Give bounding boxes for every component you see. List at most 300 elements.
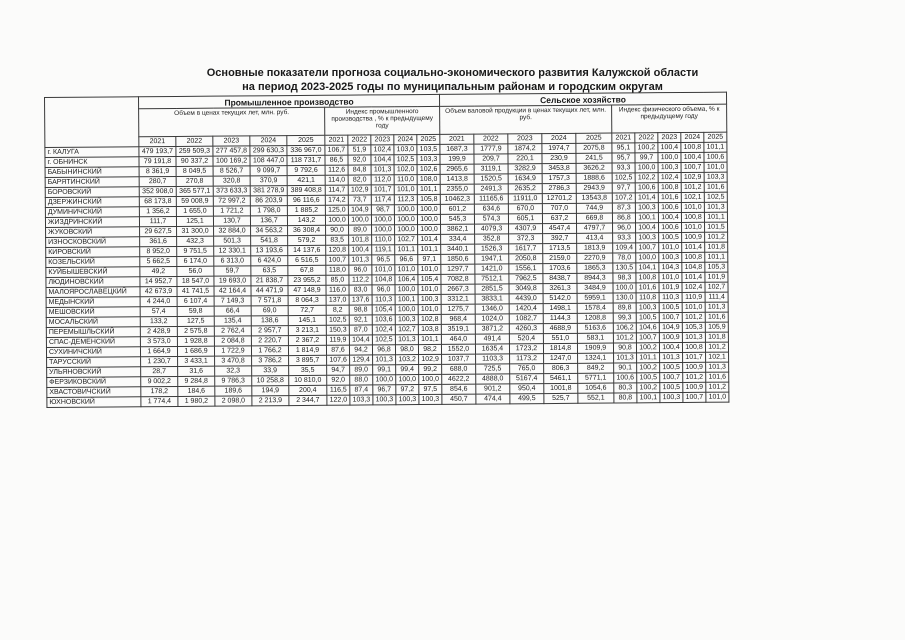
value-cell: 100,8 bbox=[682, 252, 705, 262]
value-cell: 1713,5 bbox=[543, 243, 577, 253]
value-cell: 100,0 bbox=[372, 225, 395, 235]
value-cell: 122,0 bbox=[327, 395, 350, 405]
value-cell: 19 693,0 bbox=[214, 276, 251, 286]
value-cell: 100,7 bbox=[636, 243, 659, 253]
value-cell: 1850,6 bbox=[441, 254, 475, 264]
value-cell: 101,2 bbox=[705, 342, 728, 352]
value-cell: 104,6 bbox=[636, 323, 659, 333]
value-cell: 100,4 bbox=[681, 152, 704, 162]
value-cell: 336 967,0 bbox=[287, 145, 325, 155]
value-cell: 96,0 bbox=[372, 285, 395, 295]
value-cell: 100,0 bbox=[395, 285, 418, 295]
value-cell: 100,0 bbox=[371, 215, 394, 225]
value-cell: 101,1 bbox=[418, 334, 441, 344]
value-cell: 32,3 bbox=[215, 366, 252, 376]
value-cell: 1 814,9 bbox=[288, 345, 326, 355]
value-cell: 334,4 bbox=[441, 234, 475, 244]
value-cell: 259 509,3 bbox=[176, 146, 213, 156]
value-cell: 1082,7 bbox=[509, 314, 543, 324]
value-cell: 104,8 bbox=[372, 275, 395, 285]
value-cell: 1552,0 bbox=[441, 344, 475, 354]
year-header-cell: 2025 bbox=[417, 134, 440, 144]
value-cell: 1 774,4 bbox=[141, 396, 178, 406]
value-cell: 51,9 bbox=[348, 145, 371, 155]
value-cell: 100,5 bbox=[636, 313, 659, 323]
value-cell: 102,4 bbox=[372, 325, 395, 335]
value-cell: 2050,8 bbox=[509, 254, 543, 264]
value-cell: 520,4 bbox=[509, 334, 543, 344]
value-cell: 5167,4 bbox=[510, 374, 544, 384]
value-cell: 110,0 bbox=[394, 175, 417, 185]
value-cell: 1 798,0 bbox=[250, 206, 287, 216]
value-cell: 1324,1 bbox=[578, 353, 614, 363]
value-cell: 8 049,5 bbox=[176, 166, 213, 176]
value-cell: 105,9 bbox=[705, 322, 728, 332]
value-cell: 100,9 bbox=[682, 232, 705, 242]
region-name-cell: ЛЮДИНОВСКИЙ bbox=[46, 277, 140, 288]
value-cell: 464,0 bbox=[441, 334, 475, 344]
value-cell: 100,0 bbox=[613, 283, 636, 293]
value-cell: 101,2 bbox=[613, 333, 636, 343]
value-cell: 104,8 bbox=[682, 262, 705, 272]
value-cell: 7512,1 bbox=[475, 274, 509, 284]
value-cell: 101,6 bbox=[705, 312, 728, 322]
value-cell: 99,7 bbox=[635, 153, 658, 163]
value-cell: 103,3 bbox=[417, 154, 440, 164]
value-cell: 605,1 bbox=[508, 214, 542, 224]
value-cell: 101,3 bbox=[349, 255, 372, 265]
value-cell: 94,2 bbox=[349, 345, 372, 355]
value-cell: 104,4 bbox=[349, 335, 372, 345]
year-header-cell: 2024 bbox=[394, 135, 417, 145]
region-name-cell: МЕШОВСКИЙ bbox=[46, 307, 140, 318]
value-cell: 101,2 bbox=[682, 312, 705, 322]
value-cell: 100,8 bbox=[658, 182, 681, 192]
value-cell: 92,0 bbox=[348, 155, 371, 165]
region-name-cell: ПЕРЕМЫШЛЬСКИЙ bbox=[46, 327, 140, 338]
value-cell: 174,2 bbox=[325, 195, 348, 205]
value-cell: 4688,9 bbox=[543, 323, 577, 333]
value-cell: 101,0 bbox=[418, 304, 441, 314]
value-cell: 59 008,9 bbox=[176, 196, 213, 206]
year-header-cell: 2023 bbox=[508, 134, 542, 144]
value-cell: 1556,1 bbox=[509, 264, 543, 274]
value-cell: 67,8 bbox=[288, 265, 326, 275]
value-cell: 10 810,0 bbox=[289, 375, 327, 385]
value-cell: 125,0 bbox=[325, 205, 348, 215]
value-cell: 2965,6 bbox=[440, 164, 474, 174]
region-name-cell: БОРОВСКИЙ bbox=[45, 187, 139, 198]
region-name-cell: СПАС-ДЕМЕНСКИЙ bbox=[46, 337, 140, 348]
value-cell: 2 762,4 bbox=[214, 326, 251, 336]
value-cell: 103,3 bbox=[350, 395, 373, 405]
value-cell: 100,0 bbox=[419, 374, 442, 384]
value-cell: 98,2 bbox=[418, 344, 441, 354]
value-cell: 102,5 bbox=[612, 173, 635, 183]
value-cell: 101,6 bbox=[706, 372, 729, 382]
value-cell: 270,8 bbox=[176, 176, 213, 186]
value-cell: 73,7 bbox=[348, 195, 371, 205]
value-cell: 28,7 bbox=[141, 366, 178, 376]
value-cell: 100,0 bbox=[348, 215, 371, 225]
value-cell: 97,7 bbox=[612, 183, 635, 193]
value-cell: 14 137,6 bbox=[288, 245, 326, 255]
value-cell: 101,1 bbox=[417, 184, 440, 194]
value-cell: 7962,5 bbox=[509, 274, 543, 284]
value-cell: 104,9 bbox=[659, 322, 682, 332]
value-cell: 80,3 bbox=[614, 383, 637, 393]
value-cell: 100,4 bbox=[349, 245, 372, 255]
region-name-cell: ИЗНОСКОВСКИЙ bbox=[46, 237, 140, 248]
value-cell: 100,0 bbox=[395, 305, 418, 315]
value-cell: 130,5 bbox=[613, 263, 636, 273]
value-cell: 6 174,0 bbox=[177, 256, 214, 266]
value-cell: 3626,2 bbox=[576, 163, 612, 173]
region-name-cell: БАБЫНИНСКИЙ bbox=[45, 167, 139, 178]
value-cell: 2 575,8 bbox=[177, 326, 214, 336]
value-cell: 102,5 bbox=[372, 335, 395, 345]
value-cell: 1 686,9 bbox=[177, 346, 214, 356]
value-cell: 3833,1 bbox=[475, 294, 509, 304]
value-cell: 145,1 bbox=[288, 315, 326, 325]
value-cell: 3 786,2 bbox=[252, 356, 289, 366]
value-cell: 2 213,9 bbox=[252, 396, 289, 406]
value-cell: 525,7 bbox=[544, 393, 578, 403]
value-cell: 127,5 bbox=[177, 316, 214, 326]
year-header-cell: 2023 bbox=[213, 136, 250, 146]
value-cell: 84,8 bbox=[348, 165, 371, 175]
value-cell: 101,4 bbox=[682, 242, 705, 252]
value-cell: 189,6 bbox=[215, 386, 252, 396]
forecast-table bbox=[44, 92, 729, 408]
value-cell: 479 193,7 bbox=[139, 146, 176, 156]
value-cell: 103,6 bbox=[372, 315, 395, 325]
value-cell: 100,4 bbox=[636, 223, 659, 233]
value-cell: 209,7 bbox=[474, 154, 508, 164]
value-cell: 42 164,4 bbox=[214, 286, 251, 296]
value-cell: 117,4 bbox=[371, 195, 394, 205]
value-cell: 8 952,0 bbox=[140, 246, 177, 256]
value-cell: 138,6 bbox=[251, 316, 288, 326]
value-cell: 101,0 bbox=[418, 284, 441, 294]
value-cell: 101,1 bbox=[704, 142, 727, 152]
value-cell: 112,0 bbox=[371, 175, 394, 185]
value-cell: 9 099,7 bbox=[250, 166, 287, 176]
value-cell: 352,8 bbox=[475, 234, 509, 244]
value-cell: 100,9 bbox=[683, 382, 706, 392]
value-cell: 8 526,7 bbox=[213, 166, 250, 176]
value-cell: 854,6 bbox=[442, 384, 476, 394]
value-cell: 103,8 bbox=[418, 324, 441, 334]
value-cell: 220,1 bbox=[508, 154, 542, 164]
value-cell: 373 633,3 bbox=[213, 186, 250, 196]
value-cell: 32 884,0 bbox=[214, 226, 251, 236]
value-cell: 100,5 bbox=[660, 362, 683, 372]
value-cell: 100,7 bbox=[326, 255, 349, 265]
value-cell: 6 424,0 bbox=[251, 256, 288, 266]
value-cell: 105,3 bbox=[682, 322, 705, 332]
value-cell: 1 356,2 bbox=[139, 206, 176, 216]
year-header-cell: 2025 bbox=[576, 133, 612, 143]
value-cell: 119,1 bbox=[372, 245, 395, 255]
value-cell: 110,8 bbox=[636, 293, 659, 303]
value-cell: 352 908,0 bbox=[139, 186, 176, 196]
value-cell: 21 838,7 bbox=[251, 276, 288, 286]
industry-index-header: Индекс промышленного производства , % к предыдущему году bbox=[325, 106, 440, 135]
value-cell: 101,3 bbox=[705, 302, 728, 312]
value-cell: 94,7 bbox=[327, 365, 350, 375]
value-cell: 129,4 bbox=[350, 355, 373, 365]
value-cell: 100,0 bbox=[394, 215, 417, 225]
value-cell: 86,8 bbox=[612, 213, 635, 223]
value-cell: 101,8 bbox=[705, 242, 728, 252]
value-cell: 101,0 bbox=[659, 242, 682, 252]
region-name-cell: КОЗЕЛЬСКИЙ bbox=[46, 257, 140, 268]
value-cell: 100,1 bbox=[395, 295, 418, 305]
value-cell: 2 367,2 bbox=[288, 335, 326, 345]
value-cell: 79 191,8 bbox=[139, 156, 176, 166]
value-cell: 100 169,2 bbox=[213, 156, 250, 166]
value-cell: 102,4 bbox=[371, 145, 394, 155]
value-cell: 950,4 bbox=[510, 384, 544, 394]
value-cell: 133,2 bbox=[140, 316, 177, 326]
value-cell: 2 084,8 bbox=[214, 336, 251, 346]
value-cell: 96,5 bbox=[372, 255, 395, 265]
value-cell: 3282,9 bbox=[508, 164, 542, 174]
value-cell: 59,8 bbox=[177, 306, 214, 316]
value-cell: 11911,0 bbox=[508, 194, 542, 204]
value-cell: 4 244,0 bbox=[140, 296, 177, 306]
agriculture-group-header: Сельское хозяйство bbox=[439, 92, 726, 106]
value-cell: 100,9 bbox=[683, 362, 706, 372]
value-cell: 1144,3 bbox=[543, 313, 577, 323]
value-cell: 806,3 bbox=[544, 363, 578, 373]
value-cell: 35,5 bbox=[289, 365, 327, 375]
value-cell: 432,3 bbox=[177, 236, 214, 246]
value-cell: 2 220,7 bbox=[251, 336, 288, 346]
value-cell: 1024,0 bbox=[475, 314, 509, 324]
value-cell: 101,7 bbox=[683, 352, 706, 362]
value-cell: 99,4 bbox=[396, 365, 419, 375]
value-cell: 120,8 bbox=[326, 245, 349, 255]
region-name-cell: ТАРУССКИЙ bbox=[47, 357, 141, 368]
value-cell: 3 213,1 bbox=[288, 325, 326, 335]
value-cell: 90,8 bbox=[613, 343, 636, 353]
value-cell: 36 308,4 bbox=[288, 225, 326, 235]
region-name-cell: ДУМИНИЧСКИЙ bbox=[45, 207, 139, 218]
value-cell: 80,8 bbox=[614, 393, 637, 403]
region-name-cell: КУЙБЫШЕВСКИЙ bbox=[46, 267, 140, 278]
value-cell: 114,7 bbox=[325, 185, 348, 195]
value-cell: 44 471,9 bbox=[251, 286, 288, 296]
value-cell: 101,3 bbox=[373, 355, 396, 365]
value-cell: 31 300,0 bbox=[177, 226, 214, 236]
value-cell: 3453,8 bbox=[542, 163, 576, 173]
value-cell: 450,7 bbox=[442, 394, 476, 404]
region-name-cell: ХВАСТОВИЧСКИЙ bbox=[47, 387, 141, 398]
value-cell: 100,5 bbox=[659, 302, 682, 312]
value-cell: 100,8 bbox=[681, 212, 704, 222]
title-line-1: Основные показатели прогноза социально-экономического развития Калужской области bbox=[206, 67, 699, 79]
value-cell: 102,2 bbox=[635, 173, 658, 183]
value-cell: 33,9 bbox=[252, 366, 289, 376]
value-cell: 637,2 bbox=[542, 213, 576, 223]
value-cell: 90,0 bbox=[326, 225, 349, 235]
value-cell: 96,0 bbox=[349, 265, 372, 275]
value-cell: 101,3 bbox=[371, 165, 394, 175]
value-cell: 101,3 bbox=[682, 332, 705, 342]
value-cell: 100,4 bbox=[659, 342, 682, 352]
value-cell: 95,7 bbox=[612, 153, 635, 163]
value-cell: 102,5 bbox=[704, 192, 727, 202]
value-cell: 135,4 bbox=[214, 316, 251, 326]
value-cell: 280,7 bbox=[139, 176, 176, 186]
value-cell: 1 766,2 bbox=[251, 346, 288, 356]
value-cell: 102,1 bbox=[681, 192, 704, 202]
value-cell: 1777,9 bbox=[474, 144, 508, 154]
value-cell: 85,0 bbox=[326, 275, 349, 285]
value-cell: 4307,9 bbox=[509, 224, 543, 234]
value-cell: 125,1 bbox=[176, 216, 213, 226]
value-cell: 101,0 bbox=[418, 264, 441, 274]
value-cell: 1421,0 bbox=[475, 264, 509, 274]
value-cell: 96,0 bbox=[613, 223, 636, 233]
value-cell: 1420,4 bbox=[509, 304, 543, 314]
value-cell: 178,2 bbox=[141, 386, 178, 396]
value-cell: 112,2 bbox=[349, 275, 372, 285]
value-cell: 3 573,0 bbox=[140, 336, 177, 346]
value-cell: 365 577,1 bbox=[176, 186, 213, 196]
year-header-cell: 2024 bbox=[250, 136, 287, 146]
value-cell: 96,7 bbox=[373, 385, 396, 395]
value-cell: 1275,7 bbox=[441, 304, 475, 314]
industry-group-header: Промышленное производство bbox=[139, 94, 440, 108]
value-cell: 8438,7 bbox=[543, 273, 577, 283]
year-header-cell: 2021 bbox=[612, 133, 635, 143]
value-cell: 101,6 bbox=[704, 182, 727, 192]
value-cell: 389 408,8 bbox=[287, 185, 325, 195]
year-header-cell: 2024 bbox=[681, 132, 704, 142]
value-cell: 101,0 bbox=[659, 272, 682, 282]
value-cell: 102,8 bbox=[418, 314, 441, 324]
value-cell: 12701,2 bbox=[542, 193, 576, 203]
value-cell: 3261,3 bbox=[543, 283, 577, 293]
value-cell: 101,4 bbox=[418, 234, 441, 244]
agriculture-index-header: Индекс физического объема, % к предыдущему году bbox=[612, 104, 727, 133]
value-cell: 1703,6 bbox=[543, 263, 577, 273]
value-cell: 116,5 bbox=[327, 385, 350, 395]
value-cell: 41 741,5 bbox=[177, 286, 214, 296]
value-cell: 100,7 bbox=[683, 392, 706, 402]
value-cell: 101,1 bbox=[418, 244, 441, 254]
value-cell: 184,6 bbox=[178, 386, 215, 396]
value-cell: 4547,4 bbox=[543, 223, 577, 233]
value-cell: 2 098,0 bbox=[215, 396, 252, 406]
value-cell: 101,4 bbox=[682, 272, 705, 282]
value-cell: 101,8 bbox=[349, 235, 372, 245]
value-cell: 59,7 bbox=[214, 266, 251, 276]
value-cell: 421,1 bbox=[287, 175, 325, 185]
region-header-cell bbox=[45, 97, 139, 148]
agriculture-volume-header: Объем валовой продукции в ценах текущих лет, млн. руб. bbox=[440, 105, 612, 134]
value-cell: 1526,3 bbox=[475, 244, 509, 254]
value-cell: 7 149,3 bbox=[214, 296, 251, 306]
value-cell: 90 337,2 bbox=[176, 156, 213, 166]
value-cell: 102,4 bbox=[682, 282, 705, 292]
value-cell: 101,0 bbox=[394, 185, 417, 195]
region-name-cell: МОСАЛЬСКИЙ bbox=[46, 317, 140, 328]
value-cell: 106,2 bbox=[613, 323, 636, 333]
year-header-cell: 2022 bbox=[176, 136, 213, 146]
value-cell: 100,3 bbox=[395, 315, 418, 325]
value-cell: 103,5 bbox=[417, 144, 440, 154]
value-cell: 765,0 bbox=[510, 364, 544, 374]
value-cell: 101,2 bbox=[705, 232, 728, 242]
value-cell: 100,2 bbox=[637, 383, 660, 393]
year-header-cell: 2021 bbox=[139, 136, 176, 146]
value-cell: 99,3 bbox=[613, 313, 636, 323]
value-cell: 101,6 bbox=[658, 192, 681, 202]
value-cell: 87,3 bbox=[612, 203, 635, 213]
value-cell: 100,8 bbox=[682, 342, 705, 352]
value-cell: 4260,3 bbox=[509, 324, 543, 334]
value-cell: 4797,7 bbox=[577, 223, 613, 233]
value-cell: 6 107,4 bbox=[177, 296, 214, 306]
value-cell: 1498,1 bbox=[543, 303, 577, 313]
value-cell: 5461,1 bbox=[544, 373, 578, 383]
value-cell: 634,6 bbox=[474, 204, 508, 214]
value-cell: 69,0 bbox=[251, 306, 288, 316]
value-cell: 102,9 bbox=[419, 354, 442, 364]
value-cell: 49,2 bbox=[140, 266, 177, 276]
value-cell: 111,7 bbox=[139, 216, 176, 226]
value-cell: 104,1 bbox=[636, 263, 659, 273]
value-cell: 101,9 bbox=[705, 272, 728, 282]
value-cell: 119,9 bbox=[326, 335, 349, 345]
value-cell: 2270,9 bbox=[577, 253, 613, 263]
value-cell: 101,6 bbox=[636, 283, 659, 293]
value-cell: 574,3 bbox=[474, 214, 508, 224]
value-cell: 100,3 bbox=[418, 294, 441, 304]
value-cell: 100,3 bbox=[419, 394, 442, 404]
value-cell: 92,0 bbox=[327, 375, 350, 385]
document-title bbox=[0, 66, 905, 94]
value-cell: 57,4 bbox=[140, 306, 177, 316]
value-cell: 1865,3 bbox=[577, 263, 613, 273]
value-cell: 2491,3 bbox=[474, 184, 508, 194]
value-cell: 1 928,8 bbox=[177, 336, 214, 346]
year-header-cell: 2023 bbox=[371, 135, 394, 145]
region-name-cell: БАРЯТИНСКИЙ bbox=[45, 177, 139, 188]
value-cell: 1635,4 bbox=[475, 344, 509, 354]
value-cell: 200,4 bbox=[289, 385, 327, 395]
value-cell: 96 116,6 bbox=[287, 195, 325, 205]
value-cell: 110,3 bbox=[659, 292, 682, 302]
value-cell: 98,7 bbox=[371, 205, 394, 215]
value-cell: 1814,8 bbox=[543, 343, 577, 353]
value-cell: 89,0 bbox=[349, 225, 372, 235]
value-cell: 100,4 bbox=[658, 212, 681, 222]
value-cell: 320,8 bbox=[213, 176, 250, 186]
value-cell: 901,2 bbox=[476, 384, 510, 394]
value-cell: 545,3 bbox=[440, 214, 474, 224]
value-cell: 100,3 bbox=[373, 395, 396, 405]
value-cell: 101,0 bbox=[682, 222, 705, 232]
value-cell: 101,0 bbox=[706, 392, 729, 402]
value-cell: 137,6 bbox=[349, 295, 372, 305]
value-cell: 100,6 bbox=[658, 202, 681, 212]
value-cell: 1 664,9 bbox=[140, 346, 177, 356]
